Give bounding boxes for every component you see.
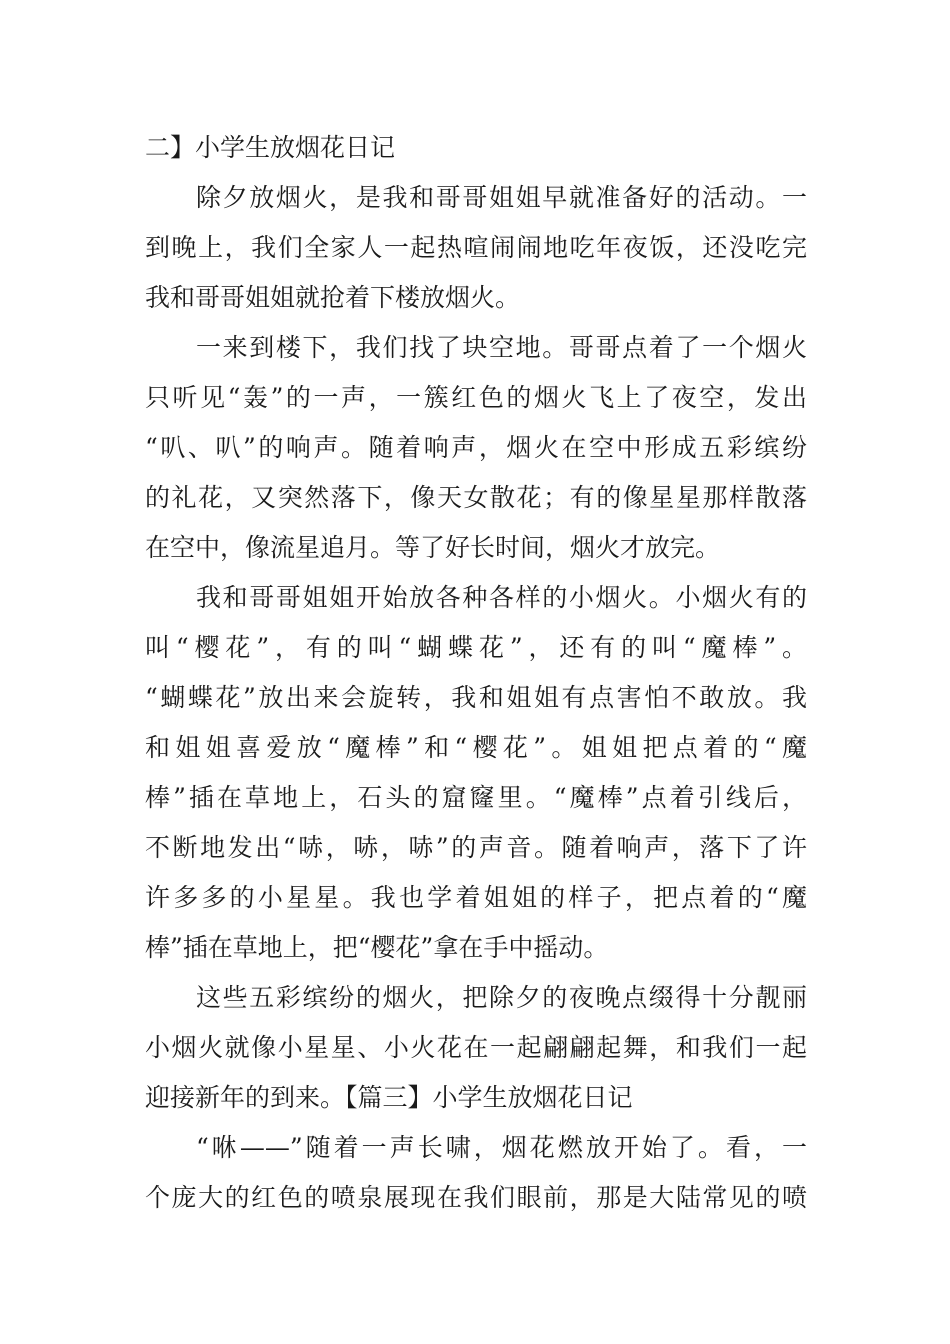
text-line: 在空中，像流星追月。等了好长时间，烟火才放完。 <box>145 533 721 562</box>
text-line: 许多多的小星星。我也学着姐姐的样子，把点着的“魔 <box>145 883 807 912</box>
text-line: 和姐姐喜爱放“魔棒”和“樱花”。姐姐把点着的“魔 <box>145 733 807 762</box>
section-heading: 二】小学生放烟花日记 <box>145 133 396 162</box>
text-line: 的礼花，又突然落下，像天女散花；有的像星星那样散落 <box>145 483 807 512</box>
text-line: 叫“樱花”，有的叫“蝴蝶花”，还有的叫“魔棒”。 <box>145 633 807 662</box>
text-line: 小烟火就像小星星、小火花在一起翩翩起舞，和我们一起 <box>145 1033 807 1062</box>
text-line: 只听见“轰”的一声，一簇红色的烟火飞上了夜空，发出 <box>145 383 807 412</box>
text-line: “叭、叭”的响声。随着响声，烟火在空中形成五彩缤纷 <box>145 433 807 462</box>
text-line: 不断地发出“哧，哧，哧”的声音。随着响声，落下了许 <box>145 833 807 862</box>
text-line: 棒”插在草地上，石头的窟窿里。“魔棒”点着引线后， <box>145 783 807 812</box>
text-line: 棒”插在草地上，把“樱花”拿在手中摇动。 <box>145 933 609 962</box>
text-line: 这些五彩缤纷的烟火，把除夕的夜晚点缀得十分靓丽 <box>196 983 807 1012</box>
text-line: 迎接新年的到来。【篇三】小学生放烟花日记 <box>145 1083 633 1112</box>
text-line: “咻——”随着一声长啸，烟花燃放开始了。看，一 <box>196 1133 807 1162</box>
text-line: 到晚上，我们全家人一起热喧闹闹地吃年夜饭，还没吃完 <box>145 233 807 262</box>
text-line: 除夕放烟火，是我和哥哥姐姐早就准备好的活动。一 <box>196 183 807 212</box>
text-line: 个庞大的红色的喷泉展现在我们眼前，那是大陆常见的喷 <box>145 1183 807 1212</box>
text-line: 我和哥哥姐姐就抢着下楼放烟火。 <box>145 283 521 312</box>
text-line: 一来到楼下，我们找了块空地。哥哥点着了一个烟火 <box>196 333 807 362</box>
text-line: “蝴蝶花”放出来会旋转，我和姐姐有点害怕不敢放。我 <box>145 683 807 712</box>
text-line: 我和哥哥姐姐开始放各种各样的小烟火。小烟火有的 <box>196 583 807 612</box>
